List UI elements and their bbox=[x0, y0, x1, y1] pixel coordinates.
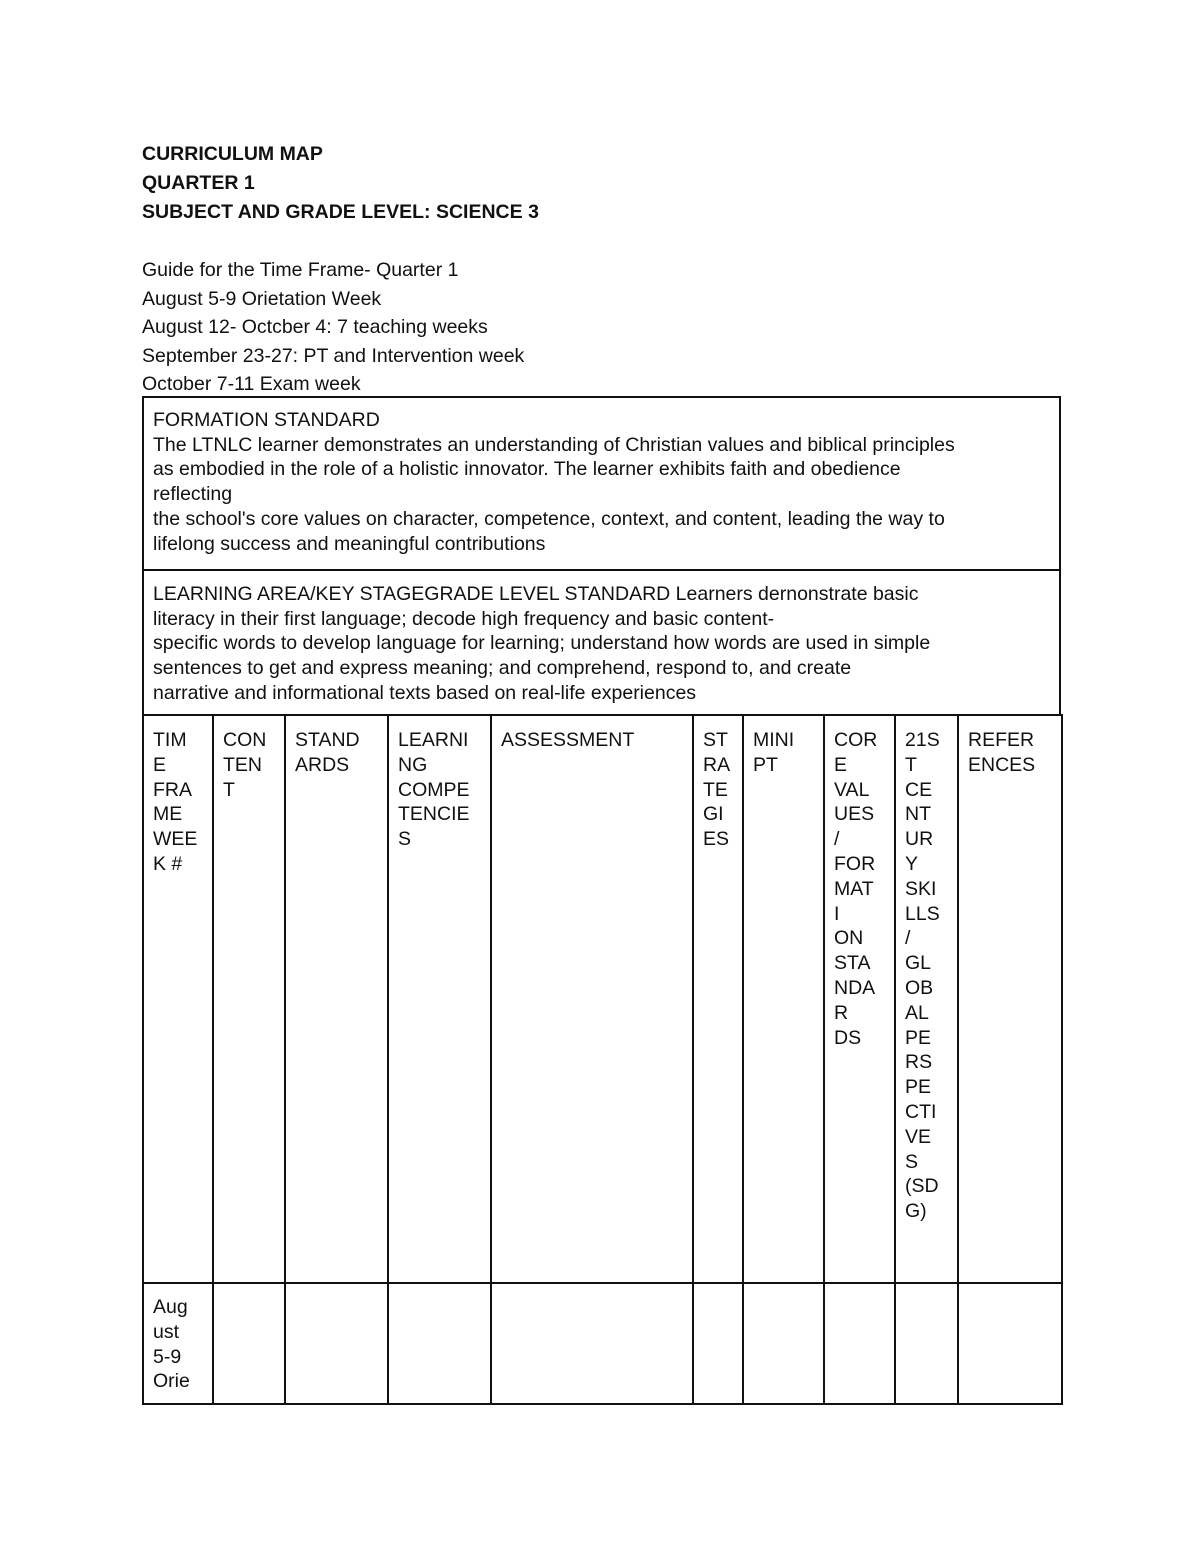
column-header-label: 21S T CE NT UR Y SKI LLS / GL OB AL PE RS PE CTI VE S (SD G) bbox=[905, 729, 940, 1223]
column-header-core-values bbox=[824, 715, 895, 1283]
table-header-row bbox=[143, 715, 1062, 1283]
table-cell bbox=[213, 1283, 285, 1404]
document-title: CURRICULUM MAP bbox=[142, 143, 323, 165]
document-page bbox=[142, 140, 1062, 399]
guide-line: August 5-9 Orietation Week bbox=[142, 287, 382, 310]
column-header-label: COR E VAL UES / FOR MAT I ON STA NDA R DS bbox=[834, 729, 878, 1049]
guide-line: August 12- Octcber 4: 7 teaching weeks bbox=[142, 316, 488, 338]
formation-standard-text: lifelong success and meaningful contributions bbox=[153, 532, 546, 555]
column-header-label: LEARNI NG COMPE TENCIE S bbox=[398, 729, 470, 851]
column-header-time-frame bbox=[143, 715, 213, 1283]
quarter-heading: QUARTER 1 bbox=[142, 172, 255, 194]
table-cell bbox=[824, 1283, 895, 1404]
column-header-mini-pt bbox=[743, 715, 824, 1283]
learning-area-standard-text: literacy in their first language; decode high frequency and basic content- bbox=[153, 607, 775, 630]
column-header-references bbox=[958, 715, 1062, 1283]
table-cell bbox=[743, 1283, 824, 1404]
column-header-label: ASSESSMENT bbox=[501, 729, 635, 751]
table-cell bbox=[285, 1283, 388, 1404]
column-header-label: MINI PT bbox=[753, 729, 795, 776]
column-header-21st-century-skills bbox=[895, 715, 958, 1283]
learning-area-standard-text: narrative and informational texts based on real-life experiences bbox=[153, 681, 697, 704]
column-header-content bbox=[213, 715, 285, 1283]
learning-area-standard-text: sentences to get and express meaning; and comprehend, respond to, and create bbox=[153, 657, 852, 680]
table-cell bbox=[143, 1283, 213, 1404]
table-cell bbox=[895, 1283, 958, 1404]
guide-line: September 23-27: PT and Intervention week bbox=[142, 344, 525, 367]
learning-area-standard-text: LEARNING AREA/KEY STAGEGRADE LEVEL STANDARD Learners dernonstrate basic bbox=[153, 583, 919, 605]
formation-standard-text: reflecting bbox=[153, 483, 233, 506]
table-cell bbox=[693, 1283, 743, 1404]
table-cell bbox=[388, 1283, 491, 1404]
time-frame-guide bbox=[142, 256, 1062, 399]
table-cell bbox=[958, 1283, 1062, 1404]
column-header-label: CON TEN T bbox=[223, 729, 267, 801]
column-header-standards bbox=[285, 715, 388, 1283]
curriculum-table bbox=[142, 714, 1063, 1405]
column-header-label: TIM E FRA ME WEE K # bbox=[153, 729, 198, 875]
formation-standard-heading: FORMATION STANDARD bbox=[153, 409, 380, 431]
column-header-learning-competencies bbox=[388, 715, 491, 1283]
formation-standard-box bbox=[142, 396, 1061, 571]
subject-heading: SUBJECT AND GRADE LEVEL: SCIENCE 3 bbox=[142, 201, 539, 223]
table-cell-text: Aug ust 5-9 Orie bbox=[153, 1296, 190, 1393]
formation-standard-text: the school's core values on character, competence, context, and content, leading the way to bbox=[153, 507, 945, 530]
column-header-label: REFER ENCES bbox=[968, 729, 1036, 776]
formation-standard-text: The LTNLC learner demonstrates an understanding of Christian values and biblical principles bbox=[153, 433, 955, 456]
column-header-label: ST RA TE GI ES bbox=[703, 729, 731, 851]
learning-area-standard-box bbox=[142, 569, 1061, 716]
guide-line: October 7-11 Exam week bbox=[142, 373, 361, 395]
column-header-label: STAND ARDS bbox=[295, 729, 360, 776]
guide-line: Guide for the Time Frame- Quarter 1 bbox=[142, 259, 459, 281]
learning-area-standard-text: specific words to develop language for learning; understand how words are used in simple bbox=[153, 632, 931, 655]
formation-standard-text: as embodied in the role of a holistic innovator. The learner exhibits faith and obedience bbox=[153, 458, 901, 481]
column-header-assessment bbox=[491, 715, 693, 1283]
table-row bbox=[143, 1283, 1062, 1404]
column-header-strategies bbox=[693, 715, 743, 1283]
table-cell bbox=[491, 1283, 693, 1404]
